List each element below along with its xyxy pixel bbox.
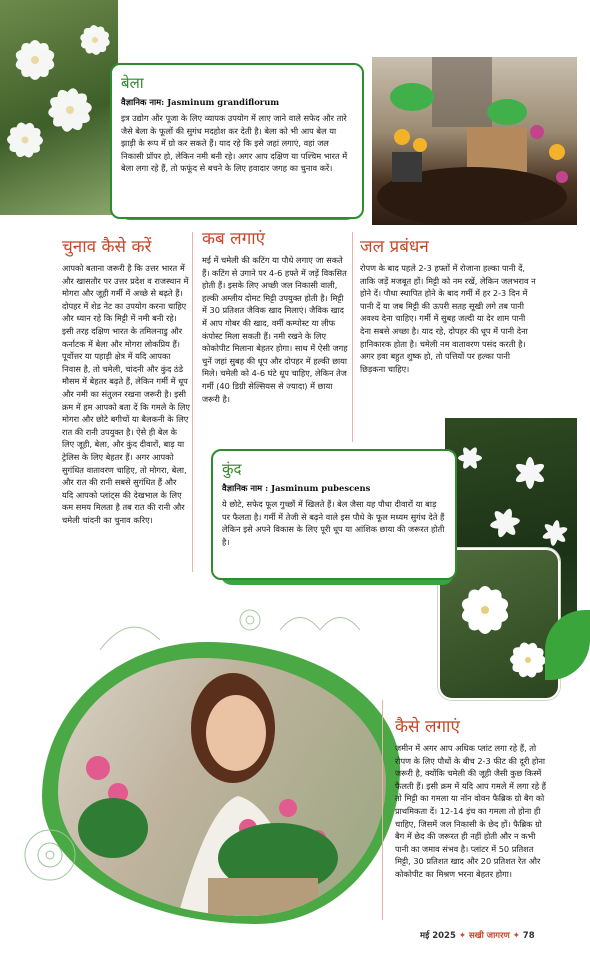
gardening-soil-photo bbox=[372, 57, 577, 225]
kund-card bbox=[211, 449, 457, 580]
chunav-heading: चुनाव कैसे करें bbox=[62, 237, 152, 257]
bela-sci-value: Jasminum grandiflorum bbox=[167, 97, 280, 107]
kund-sci-value: Jasminum pubescens bbox=[271, 483, 371, 493]
kund-scientific-name bbox=[222, 483, 446, 494]
bela-card bbox=[110, 63, 364, 219]
kund-sci-label: वैज्ञानिक नाम : bbox=[222, 483, 269, 493]
jasmine-flowers-photo-top bbox=[0, 0, 118, 215]
column-divider-3 bbox=[382, 700, 383, 920]
bela-text: इत्र उद्योग और पूजा के लिए व्यापक उपयोग में लाए जाने वाले सफेद और तारे जैसे बेला के फूलों की सुगंध मदहोश कर देती है। बेला को भी आप बेल या झाड़ी के रूप में ग्रो कर सकते हैं। याद रहे कि इसे जहां लगाएं, वहां जल निकासी प्रॉपर हो, लेकिन नमी बनी रहे। अगर आप दक्षिण या पश्चिम भारत में बेला लगा रहे हैं, तो फफूंद से बचने के लिए हवादार जगह का चुनाव करें। bbox=[121, 113, 348, 174]
bela-scientific-name bbox=[121, 97, 353, 108]
footer-separator-icon: ✦ bbox=[458, 931, 466, 941]
kab-heading: कब लगाएं bbox=[202, 229, 266, 249]
footer-date: मई 2025 bbox=[420, 931, 456, 941]
chunav-text: आपको बताना जरूरी है कि उत्तर भारत में और खासतौर पर उत्तर प्रदेश व राजस्थान में मोगरा और जूही गर्मी में अच्छे से बढ़ते हैं। दोपहर में शेड नेट का उपयोग करना चाहिए और ध्यान रहे कि मिट्टी में नमी बनी रहे। इसी तरह दक्षिण भारत के तमिलनाडु और कर्नाटक में बेला और मोगरा लोकप्रिय हैं। पूर्वोत्तर या पहाड़ी क्षेत्र में यदि आपका निवास है, तो चमेली, चांदनी और कुंद ठंडे मौसम में बेहतर बढ़ते हैं, लेकिन गर्मी में धूप और नमी का संतुलन रखना जरूरी है। इसी क्रम में हम आपको बता दें कि गमले के लिए मोगरा और छोटे बगीचों या बैलकनी के लिए रात की रानी उपयुक्त है। ऐसे ही बेल के लिए जूही, बेला, और कुंद दीवारों, बाड़ या ट्रेलिस के लिए बेहतर हैं। अगर आपको सुगंधित वातावरण चाहिए, तो मोगरा, बेला, और रात की रानी सबसे सुगंधित हैं और यदि आपको प्लांट्स की देखभाल के लिए कम समय मिलता है तब रात की रानी और चमेली चांदनी का चुनाव करिए। bbox=[62, 263, 190, 525]
kund-title: कुंद bbox=[222, 460, 242, 478]
flower-outline-decoration bbox=[15, 810, 85, 900]
kaise-text: जमीन में अगर आप अधिक प्लांट लगा रहे हैं, तो रोपण के लिए पौधों के बीच 2-3 फीट की दूरी होना जरूरी है, क्योंकि चमेली की जूही जैसी कुछ किस्में फैलती हैं। इसी क्रम में यदि आप गमले में लगा रहे हैं तो मिट्टी का गमला या नॉन वोवन फैब्रिक ग्रो बैग को प्राथमिकता दें। 12-14 इंच का गमला तो होना ही चाहिए, जिसमें जल निकासी के छेद हों। फैब्रिक ग्रो बैग में छेद की जरूरत ही नहीं होती और न कभी पानी का जमाव संभव है। प्लांटर में 50 प्रतिशत मिट्टी, 30 प्रतिशत खाद और 20 प्रतिशत रेत और कोकोपीट का मिश्रण भरना बेहतर होगा। bbox=[395, 743, 546, 879]
bela-title: बेला bbox=[121, 74, 144, 92]
footer-page-number: 78 bbox=[522, 931, 535, 941]
bela-sci-label: वैज्ञानिक नाम: bbox=[121, 97, 165, 107]
column-divider-1 bbox=[192, 232, 193, 572]
kab-text: मई में चमेली की कटिंग या पौधे लगाए जा सकते हैं। कटिंग से उगाने पर 4-6 हफ्ते में जड़ें विकसित होती हैं। इसके लिए अच्छी जल निकासी वाली, हल्की अम्लीय दोमट मिट्टी उपयुक्त होती है। मिट्टी में 30 प्रतिशत जैविक खाद मिलाएं। जैविक खाद में आप गोबर की खाद, वर्मी कम्पोस्ट या लीफ कंपोस्ट मिला सकती हैं। नमी रखने के लिए कोकोपीट मिलाना बेहतर होगा। साथ में ऐसी जगह चुनें जहां सुबह की धूप और दोपहर में हल्की छाया मिले। चमेली को 4-6 घंटे धूप चाहिए, लेकिन तेज गर्मी (40 डिग्री सेल्सियस से ज्यादा) में छाया जरूरी है। bbox=[202, 255, 348, 404]
kund-text: ये छोटे, सफेद फूल गुच्छों में खिलते हैं। बेल जैसा यह पौधा दीवारों या बाड़ पर फैलता है। गर्मी में तेजी से बढ़ने वाले इस पौधे के फूल मध्यम सुगंध देते हैं लेकिन इसे अपने विकास के लिए पूरी धूप या आंशिक छाया की जरूरत होती है। bbox=[222, 499, 445, 547]
jal-heading: जल प्रबंधन bbox=[360, 237, 429, 257]
footer-magazine: सखी जागरण bbox=[468, 931, 510, 941]
kaise-heading: कैसे लगाएं bbox=[395, 717, 460, 737]
page-footer bbox=[420, 930, 535, 941]
jal-text: रोपण के बाद पहले 2-3 हफ्तों में रोजाना हल्का पानी दें, ताकि जड़ें मजबूत हों। मिट्टी को नम रखें, लेकिन जलभराव न होने दें। पौधा स्थापित होने के बाद गर्मी में हर 2-3 दिन में पानी दें या जब मिट्टी की ऊपरी सतह सूखी लगे तब पानी अवश्य देना चाहिए। गर्मी में सुबह जल्दी या देर शाम पानी देना सबसे अच्छा है। याद रहे, दोपहर की धूप में पानी देना हानिकारक होता है। चमेली नम वातावरण पसंद करती है। अगर हवा बहुत शुष्क हो, तो पत्तियों पर हल्का पानी छिड़कना चाहिए। bbox=[360, 263, 536, 374]
column-divider-2 bbox=[352, 232, 353, 442]
footer-separator-icon-2: ✦ bbox=[512, 931, 520, 941]
